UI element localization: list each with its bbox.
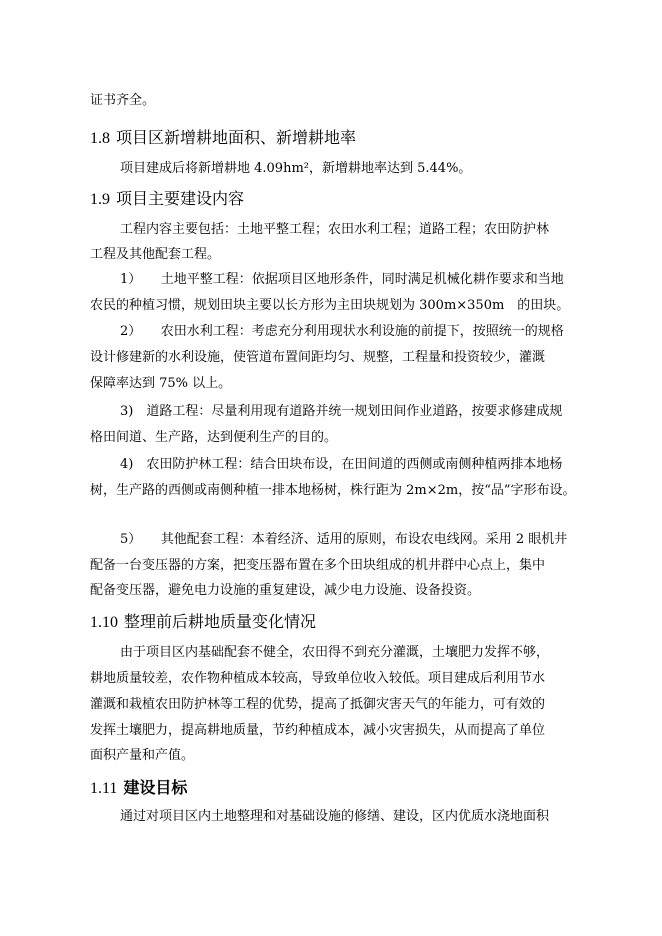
section-number: 1.10 xyxy=(90,614,118,631)
section-heading-1-10 xyxy=(90,612,316,633)
paragraph-line: 灌溉和栽植农田防护林等工程的优势，提高了抵御灾害天气的年能力，可有效的 xyxy=(90,697,546,712)
paragraph-line: 1） 土地平整工程：依据项目区地形条件，同时满足机械化耕作要求和当地 xyxy=(120,272,564,287)
section-title: 整理前后耕地质量变化情况 xyxy=(124,612,317,631)
paragraph-line: 工程及其他配套工程。 xyxy=(90,247,221,262)
paragraph-line: 保障率达到 75% 以上。 xyxy=(90,376,232,391)
section-heading-1-11 xyxy=(90,778,187,799)
paragraph-line: 设计修建新的水利设施，使管道布置间距均匀、规整，工程量和投资较少，灌溉 xyxy=(90,350,546,365)
paragraph-line: 5） 其他配套工程：本着经济、适用的原则，布设农电线网。采用 2 眼机井 xyxy=(120,532,568,547)
paragraph-line: 证书齐全。 xyxy=(90,93,156,108)
paragraph-line: 项目建成后将新增耕地 4.09hm²，新增耕地率达到 5.44%。 xyxy=(120,161,472,176)
paragraph-line: 4) 农田防护林工程：结合田块布设，在田间道的西侧或南侧种植两排本地杨 xyxy=(120,457,563,472)
paragraph-line: 通过对项目区内土地整理和对基础设施的修缮、建设，区内优质水浇地面积 xyxy=(120,809,550,824)
paragraph-line: 格田间道、生产路，达到便利生产的目的。 xyxy=(90,430,338,445)
section-number: 1.11 xyxy=(90,780,118,797)
paragraph-line: 面积产量和产值。 xyxy=(90,748,195,763)
paragraph-line: 耕地质量较差，农作物种植成本较高，导致单位收入较低。项目建成后利用节水 xyxy=(90,671,546,686)
paragraph-line: 3) 道路工程：尽量利用现有道路并统一规划田间作业道路，按要求修建成规 xyxy=(120,404,563,419)
paragraph-line: 农民的种植习惯，规划田块主要以长方形为主田块规划为 300m×350m 的田块。 xyxy=(90,298,570,313)
section-title: 项目主要建设内容 xyxy=(116,189,245,208)
paragraph-line: 配备变压器，避免电力设施的重复建设，减少电力设施、设备投资。 xyxy=(90,583,481,598)
paragraph-line: 发挥土壤肥力，提高耕地质量，节约种植成本，减小灾害损失，从而提高了单位 xyxy=(90,723,546,738)
section-heading-1-9 xyxy=(90,189,244,210)
section-number: 1.9 xyxy=(90,191,110,208)
section-heading-1-8 xyxy=(90,128,356,149)
paragraph-line: 配备一台变压器的方案，把变压器布置在多个田块组成的机井群中心点上，集中 xyxy=(90,558,546,573)
section-number: 1.8 xyxy=(90,130,110,147)
paragraph-line: 2） 农田水利工程：考虑充分利用现状水利设施的前提下，按照统一的规格 xyxy=(120,324,564,339)
paragraph-line: 树，生产路的西侧或南侧种植一排本地杨树，株行距为 2m×2m，按“品”字形布设。 xyxy=(90,483,576,498)
paragraph-line: 由于项目区内基础配套不健全，农田得不到充分灌溉，土壤肥力发挥不够， xyxy=(120,645,550,660)
paragraph-line: 工程内容主要包括：土地平整工程；农田水利工程；道路工程；农田防护林 xyxy=(120,222,550,237)
section-title: 项目区新增耕地面积、新增耕地率 xyxy=(116,128,357,147)
section-title: 建设目标 xyxy=(123,778,188,797)
